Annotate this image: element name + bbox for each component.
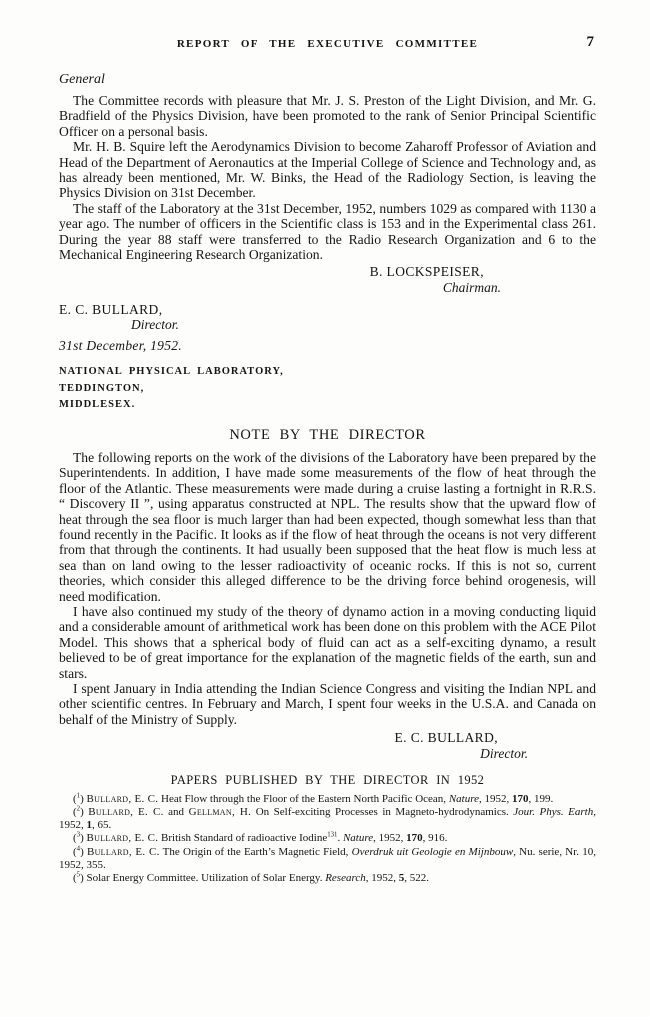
director-signature-role: Director. [131, 317, 179, 333]
date-line: 31st December, 1952. [59, 338, 182, 354]
director-signature-block-bottom [59, 730, 596, 761]
papers-published-heading: PAPERS PUBLISHED BY THE DIRECTOR IN 1952 [170, 772, 485, 787]
chairman-signature-role: Chairman. [442, 279, 501, 295]
reference-item-2: ($^2$) Bullard, E. C. and Gellman, H. On Self-exciting Processes in Magneto-hydrodynamics. Jour. Phys. Earth, 1952, 1, 65. [59, 805, 596, 832]
director-signature-role-bottom: Director. [480, 745, 528, 761]
director-signature-name-bottom: E. C. BULLARD, [394, 730, 498, 746]
page-number: 7 [586, 34, 594, 50]
reference-item-4: ($^4$) Bullard, E. C. The Origin of the Earth’s Magnetic Field, Overdruk uit Geologie en Mijnbouw, Nu. serie, Nr. 10, 1952, 355. [59, 844, 596, 871]
general-paragraph-2: Mr. H. B. Squire left the Aerodynamics Division to become Zaharoff Professor of Aviation and Head of the Department of Aeronautics at the Imperial College of Science and Technology and, as has already been mentioned, Mr. W. Binks, the Head of the Radiology Section, is leaving the Physics Division on 31st December. [59, 139, 596, 201]
address-line-town: TEDDINGTON, [59, 382, 145, 394]
general-paragraph-1: The Committee records with pleasure that Mr. J. S. Preston of the Light Division, and Mr. G. Bradfield of the Physics Division, have been promoted to the rank of Senior Principal Scientific Officer on a personal basis. [59, 93, 596, 139]
section-heading-general: General [59, 72, 105, 87]
chairman-signature-name: B. LOCKSPEISER, [369, 264, 484, 280]
reference-item-5: ($^5$) Solar Energy Committee. Utilization of Solar Energy. Research, 1952, 5, 522. [73, 871, 429, 884]
note-by-director-heading: NOTE BY THE DIRECTOR [229, 426, 426, 443]
page-content [59, 34, 596, 885]
reference-item-1: ($^1$) Bullard, E. C. Heat Flow through the Floor of the Eastern North Pacific Ocean, Nature, 1952, 170, 199. [73, 792, 554, 805]
reference-item-3: ($^3$) Bullard, E. C. British Standard of radioactive Iodine$^{131}$. Nature, 1952, 170, 916. [73, 831, 448, 845]
address-block [59, 364, 596, 414]
running-header [59, 34, 596, 52]
chairman-signature-block [59, 264, 596, 295]
director-signature-name: E. C. BULLARD, [59, 301, 163, 317]
note-paragraph-2: I have also continued my study of the theory of dynamo action in a moving conducting liquid and a considerable amount of arithmetical work has been done on this problem with the ACE Pilot Model. This shows that a spherical body of fluid can act as a self-exciting dynamo, a result believed to be of great importance for the explanation of the magnetic fields of the earth, sun and stars. [59, 604, 596, 681]
note-paragraph-1: The following reports on the work of the divisions of the Laboratory have been prepared by the Superintendents. In addition, I have made some measurements of the flow of heat through the floor of the Atlantic. These measurements were made during a cruise lasting a fortnight in R.R.S. “ Discovery II ”, using apparatus constructed at NPL. The results show that the upward flow of heat through the sea floor is much larger than had been expected, though somewhat less than that found recently in the Pacific. It looks as if the flow of heat through the oceans is not very different from that through the continents. It had usually been supposed that the heat flow is much less at sea than on land owing to the lesser radioactivity of oceanic rocks. If this is not so, current theories, which consider this alleged difference to be the driving force behind orogenesis, will need modification. [59, 449, 596, 604]
general-paragraph-3: The staff of the Laboratory at the 31st December, 1952, numbers 1029 as compared with 1130 a year ago. The number of officers in the Scientific class is 153 and in the Experimental class 261. During the year 88 staff were transferred to the Radio Research Organization and 6 to the Mechanical Engineering Research Organization. [59, 200, 596, 263]
running-header-title: REPORT OF THE EXECUTIVE COMMITTEE [176, 38, 479, 50]
director-signature-block-top [59, 302, 596, 333]
address-line-county: MIDDLESEX. [59, 399, 136, 411]
address-line-laboratory: NATIONAL PHYSICAL LABORATORY, [59, 366, 284, 378]
note-paragraph-3: I spent January in India attending the Indian Science Congress and visiting the Indian NPL and other scientific centres. In February and March, I spent four weeks in the U.S.A. and Canada on behalf of the Ministry of Supply. [59, 681, 596, 727]
